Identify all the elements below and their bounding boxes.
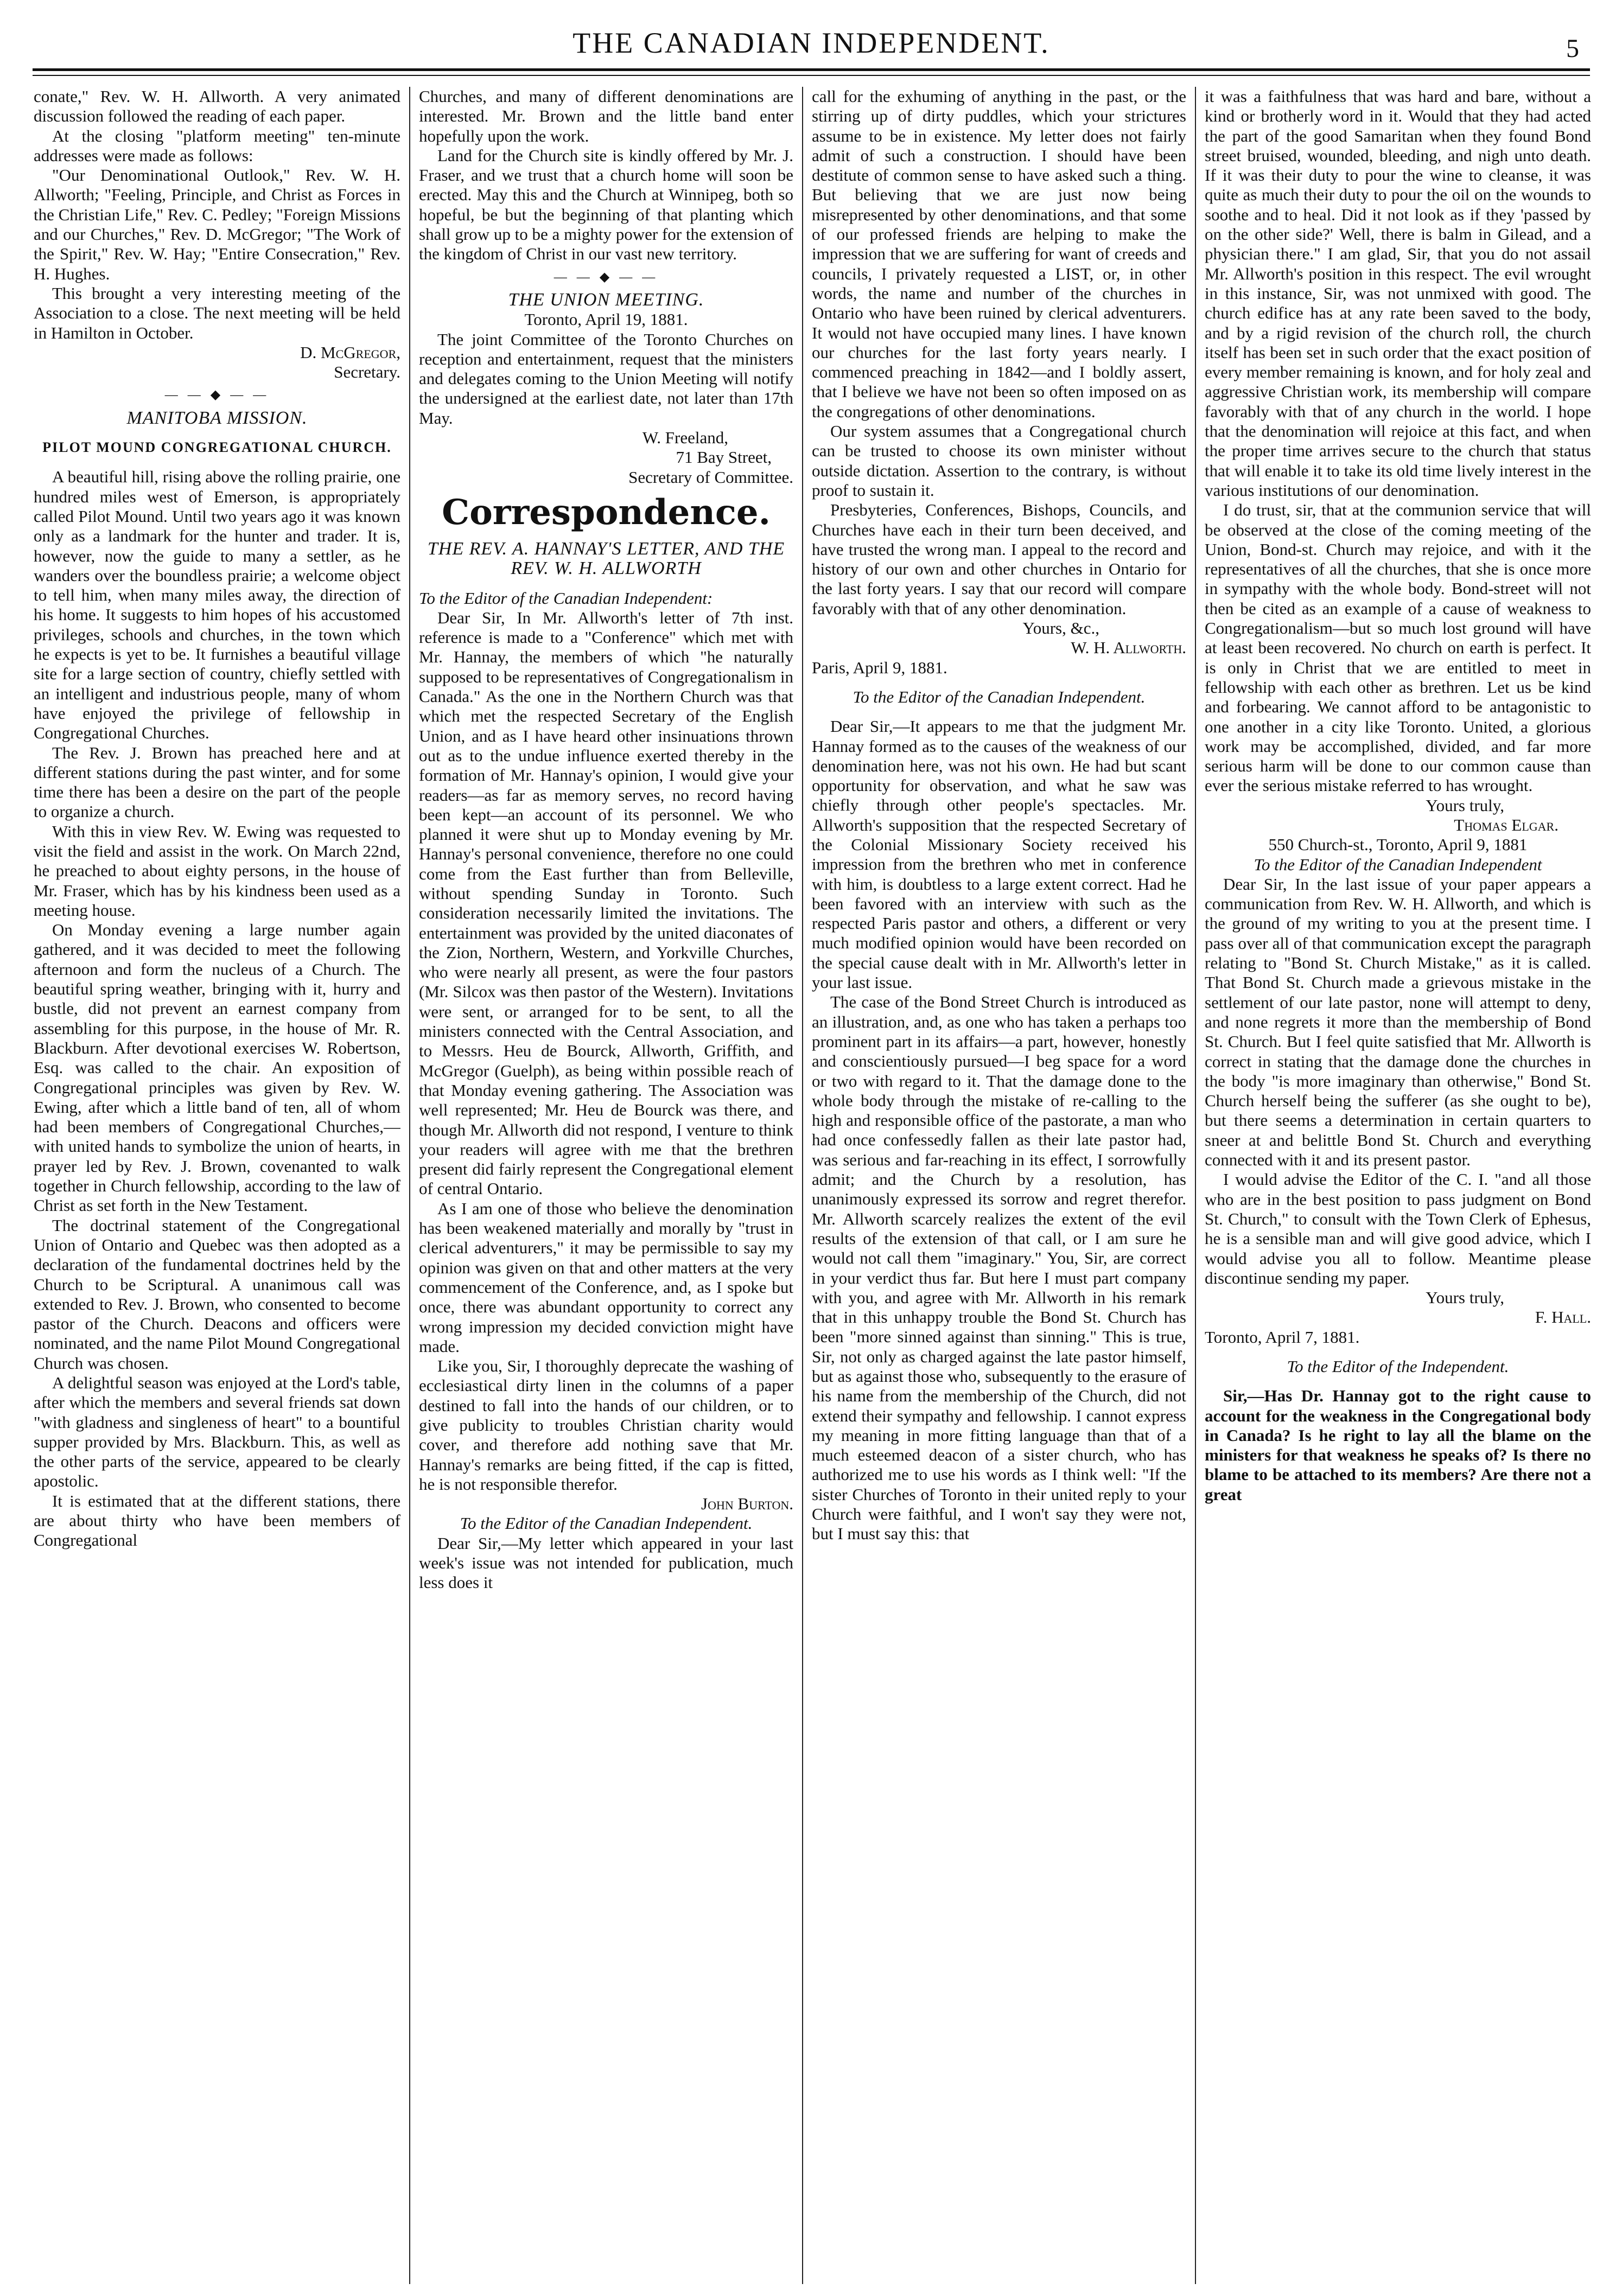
signature-name: W. H. Allworth. <box>1071 638 1186 658</box>
paragraph: With this in view Rev. W. Ewing was requested to visit the field and assist in the work. On March 22nd, he preached to about eighty persons, in the house of Mr. Fraser, which has by his kindness been used as a meeting house. <box>34 821 400 920</box>
letter-address: To the Editor of the Independent. <box>1287 1357 1509 1376</box>
signature-name: W. Freeland, <box>642 428 728 448</box>
dateline: Toronto, April 7, 1881. <box>1205 1327 1360 1347</box>
dateline: Paris, April 9, 1881. <box>812 658 947 677</box>
paragraph: A beautiful hill, rising above the rolling prairie, one hundred miles west of Emerson, is appropriately called Pilot Mound. Until two years ago it was known only as a landmark for the hunter and trader. It is, however, now the guide to many a settler, as he wanders over the boundless prairie; a welcome object to tell him, when many miles away, the direction of his home. It suggests to him hopes of his accustomed privileges, schools and churches, in the town which he expects is yet to be. It furnishes a beautiful village site for a large section of country, chiefly settled with an intelligent and industrious people, many of whom have enjoyed the privilege of fellowship in Congregational Churches. <box>34 467 400 743</box>
page-number: 5 <box>1566 34 1579 63</box>
column-divider <box>1195 87 1196 2284</box>
signature-name: John Burton. <box>701 1494 793 1514</box>
ornament-divider: — — ◆ — — <box>554 270 659 284</box>
paragraph: The joint Committee of the Toronto Churches on reception and entertainment, request that the ministers and delegates coming to the Union Meeting will notify the undersigned at the earliest date, not later than 17th May. <box>419 329 793 428</box>
letter-address: To the Editor of the Canadian Independent <box>1254 854 1542 874</box>
signature-name: D. McGregor, <box>300 342 400 362</box>
paragraph: Dear Sir,—My letter which appeared in your last week's issue was not intended for publication, much less does it <box>419 1533 793 1592</box>
letter-address: To the Editor of the Canadian Independent: <box>419 588 713 608</box>
paragraph: Our system assumes that a Congregational church can be trusted to choose its own minister without outside dictation. Assertion to the contrary, is without proof to sustain it. <box>812 422 1186 500</box>
paragraph: As I am one of those who believe the denomination has been weakened materially and morally by "trust in clerical adventurers," it may be permissible to say my opinion was given on that and other matters at the very commencement of the Conference, and, as I spoke but once, there was abundant opportunity to correct any wrong impression my decided conviction might have made. <box>419 1198 793 1356</box>
column-divider <box>409 87 410 2284</box>
subheading: PILOT MOUND CONGREGATIONAL CHURCH. <box>42 439 392 456</box>
signature-address: 71 Bay Street, <box>676 448 772 467</box>
signature-closing: Yours truly, <box>1426 795 1504 815</box>
column-3 <box>812 87 1186 2284</box>
paragraph: The Rev. J. Brown has preached here and at different stations during the past winter, and for some time there has been a desire on the part of the people to organize a church. <box>34 743 400 821</box>
paragraph: Like you, Sir, I thoroughly deprecate the washing of ecclesiastical dirty linen in the columns of a paper destined to fall into the hands of our children, or to give publicity to troubles Christian charity would cover, and therefore add nothing save that Mr. Hannay's remarks are being fitted, if the cap is fitted, he is not responsible therefor. <box>419 1356 793 1494</box>
section-heading: MANITOBA MISSION. <box>126 407 308 428</box>
paragraph: it was a faithfulness that was hard and bare, without a kind or brotherly word in it. Would that they had acted the part of the good Samaritan when they found Bond street bruised, wounded, bleeding, and nigh unto death. If it was their duty to pour the wine to cleanse, it was quite as much their duty to pour the oil on the wounds to soothe and to heal. Did it not look as if they 'passed by on the other side?' Well, there is balm in Gilead, and a physician there." I am glad, Sir, that you do not assail Mr. Allworth's position in this respect. The evil wrought in this instance, Sir, was not unmixed with good. The church edifice has at any rate been saved to the body, and by a rigid revision of the church roll, the church itself has been set in such order that the exact position of every member remaining is known, and for holy zeal and aggressive Christian work, its membership will compare favorably with that of any church in the world. I hope that the denomination will rejoice at this fact, and when the proper time arrives secure to the church that status that will enable it to take its old time lively interest in the various institutions of our denomination. <box>1205 87 1591 500</box>
header-rule-thick <box>33 68 1590 71</box>
signature-closing: Yours truly, <box>1426 1288 1504 1308</box>
paragraph: On Monday evening a large number again gathered, and it was decided to meet the following afternoon and form the nucleus of a Church. The beautiful spring weather, bringing with it, hurry and bustle, did not prevent an earnest company from assembling for this purpose, in the house of Mr. R. Blackburn. After devotional exercises W. Robertson, Esq. was called to the chair. An exposition of Congregational principles was given by Rev. W. Ewing, after which a little band of ten, all of whom had been members of Congregational Churches,—with united hands to symbolize the union of hearts, in prayer led by Rev. J. Brown, covenanted to walk together in Church fellowship, according to the law of Christ as set forth in the New Testament. <box>34 920 400 1215</box>
paragraph: conate," Rev. W. H. Allworth. A very animated discussion followed the reading of each paper. <box>34 87 400 126</box>
signature-title: Secretary of Committee. <box>628 467 793 487</box>
masthead <box>33 18 1590 78</box>
dateline: 550 Church-st., Toronto, April 9, 1881 <box>1268 835 1528 854</box>
signature-name: F. Hall. <box>1535 1308 1591 1327</box>
dateline: Toronto, April 19, 1881. <box>524 310 688 329</box>
column-2 <box>419 87 793 2284</box>
paragraph: Dear Sir,—It appears to me that the judgment Mr. Hannay formed as to the causes of the weakness of our denomination here, was not his own. He had but scant opportunity for observation, and what he saw was chiefly through other people's spectacles. Mr. Allworth's supposition that the respected Secretary of the Colonial Missionary Society received his impression from the brethren who met in conference with him, is doubtless to a large extent correct. Had he been favored with an interview with such as the respected Paris pastor and others, a different or very much modified opinion would have been recorded on the special cause dealt with in Mr. Allworth's letter in your last issue. <box>812 717 1186 992</box>
signature-title: Secretary. <box>334 362 400 382</box>
paragraph: Dear Sir, In the last issue of your paper appears a communication from Rev. W. H. Allworth, and which is the ground of my writing to you at the present time. I pass over all of that communication except the paragraph relating to "Bond St. Church Mistake," as it is called. That Bond St. Church made a grievous mistake in the settlement of our late pastor, none will attempt to deny, and none regrets it more than the membership of Bond St. Church. But I feel quite satisfied that Mr. Allworth is correct in stating that the damage done the churches in the body "is more imaginary than otherwise," Bond St. Church herself being the sufferer (as she ought to be), but there seems a determination in certain quarters to sneer at and belittle Bond St. Church and everything connected with it and its present pastor. <box>1205 874 1591 1170</box>
paragraph: A delightful season was enjoyed at the Lord's table, after which the members and several friends sat down "with gladness and singleness of heart" to a bountiful supper provided by Mrs. Blackburn. This, as well as the other parts of the service, appeared to be clearly apostolic. <box>34 1373 400 1491</box>
paragraph: Presbyteries, Conferences, Bishops, Councils, and Churches have each in their turn been deceived, and have trusted the wrong man. I appeal to the record and history of our own and other churches in Ontario for the last forty years. I say that our record will compare favorably with that of any other denomination. <box>812 500 1186 618</box>
correspondence-heading: Correspondence. <box>442 492 771 533</box>
paragraph: call for the exhuming of anything in the past, or the stirring up of dirty puddles, which your strictures assume to be in existence. My letter does not fairly admit of such a construction. I should have been destitute of common sense to have asked such a thing. But believing that we are just now being misrepresented by other denominations, and that some of our professed friends are helping to make the impression that we are suffering for want of creeds and councils, I privately requested a LIST, or, in other words, the name and number of the churches in Ontario who have been ruined by clerical adventurers. It would not have occupied many lines. I have known our churches for the last forty years nearly. I commenced preaching in 1842—and I boldly assert, that I believe we have not been so often imposed on as the congregations of other denominations. <box>812 87 1186 421</box>
letter-address: To the Editor of the Canadian Independent. <box>853 687 1146 706</box>
column-4 <box>1205 87 1591 2284</box>
paragraph: Churches, and many of different denominations are interested. Mr. Brown and the little band enter hopefully upon the work. <box>419 87 793 145</box>
column-divider <box>802 87 803 2284</box>
paragraph: I do trust, sir, that at the communion service that will be observed at the close of the coming meeting of the Union, Bond-st. Church may rejoice, and with it the representatives of all the churches, that she is once more in sympathy with the whole body. Bond-street will not then be cited as an example of a cause of weakness to Congregationalism—but so much lost ground will have at least been recovered. No church on earth is perfect. It is only in Christ that we are entitled to meet in fellowship with each other as brethren. Let us be kind and forbearing. We cannot afford to be antagonistic to one another in a city like Toronto. United, a glorious work may be accomplished, divided, and far more serious harm will be done to our common cause than ever the serious mistake referred to has wrought. <box>1205 500 1591 795</box>
paragraph: "Our Denominational Outlook," Rev. W. H. Allworth; "Feeling, Principle, and Christ as Forces in the Christian Life," Rev. C. Pedley; "Foreign Missions and our Churches," Rev. D. McGregor; "The Work of the Spirit," Rev. W. Hay; "Entire Consecration," Rev. H. Hughes. <box>34 165 400 283</box>
column-1 <box>34 87 400 2284</box>
paragraph: The doctrinal statement of the Congregational Union of Ontario and Quebec was then adopted as a declaration of the fundamental doctrines held by the Church to be Scriptural. A unanimous call was extended to Rev. J. Brown, who consented to become pastor of the Church. Deacons and officers were nominated, and the name Pilot Mound Congregational Church was chosen. <box>34 1215 400 1373</box>
paragraph: It is estimated that at the different stations, there are about thirty who have been members of Congregational <box>34 1491 400 1550</box>
section-heading: THE UNION MEETING. <box>508 289 704 310</box>
header-rule-thin <box>33 75 1590 76</box>
letter-heading: THE REV. A. HANNAY'S LETTER, AND THE REV. W. H. ALLWORTH <box>427 538 785 579</box>
ornament-divider: — — ◆ — — <box>164 388 270 403</box>
newspaper-title: THE CANADIAN INDEPENDENT. <box>573 27 1050 59</box>
paragraph: At the closing "platform meeting" ten-minute addresses were made as follows: <box>34 126 400 165</box>
paragraph: Dear Sir, In Mr. Allworth's letter of 7th inst. reference is made to a "Conference" which met with Mr. Hannay, the members of which "he naturally supposed to be representatives of Congregationalism in Canada." As the one in the Northern Church was that which met the respected Secretary of the English Union, and as I have heard other insinuations thrown out as to the undue influence exerted thereby in the formation of Mr. Hannay's opinion, I would give your readers—as far as memory serves, no record having been kept—an account of its personnel. We who planned it were shut up to Monday evening by Mr. Hannay's personal convenience, therefore no one could come from the East further than from Belleville, without spending Sunday in Toronto. Such consideration necessarily limited the invitations. The entertainment was provided by the united diaconates of the Zion, Northern, Western, and Yorkville Churches, who were nearly all present, as were the four pastors (Mr. Silcox was then pastor of the Western). Invitations were sent, or arranged for to be sent, to all the ministers connected with the Central Association, and to Messrs. Heu de Bourck, Allworth, Griffith, and McGregor (Guelph), as being within possible reach of that Monday evening gathering. The Association was well represented; Mr. Heu de Bourck was there, and though Mr. Allworth did not respond, I venture to think your readers will agree with me that the brethren present did fairly represent the Congregational element of central Ontario. <box>419 608 793 1198</box>
letter-address: To the Editor of the Canadian Independent. <box>460 1514 753 1533</box>
signature-name: Thomas Elgar. <box>1454 815 1559 834</box>
paragraph: Land for the Church site is kindly offered by Mr. J. Fraser, and we trust that a church home will soon be erected. May this and the Church at Winnipeg, both so hopeful, be but the beginning of that planting which shall grow up to be a mighty power for the extension of the kingdom of Christ in our vast new territory. <box>419 145 793 264</box>
signature-closing: Yours, &c., <box>1022 618 1099 638</box>
paragraph: This brought a very interesting meeting of the Association to a close. The next meeting will be held in Hamilton in October. <box>34 283 400 342</box>
paragraph: I would advise the Editor of the C. I. "and all those who are in the best position to pass judgment on Bond St. Church," to consult with the Town Clerk of Ephesus, he is a sensible man and will give good advice, which I would advise you all to follow. Meantime please discontinue sending my paper. <box>1205 1170 1591 1287</box>
paragraph: The case of the Bond Street Church is introduced as an illustration, and, as one who has taken a perhaps too prominent part in its affairs—a part, however, honestly and conscientiously pursued—I beg space for a word or two with regard to it. That the damage done to the whole body through the mistake of re-calling to the high and responsible office of the pastorate, a man who had once confessedly fallen as their late pastor had, was serious and far-reaching in its effect, I sorrowfully admit; and the Church by a resolution, has unanimously expressed its sorrow and regret therefor. Mr. Allworth scarcely realizes the extent of the evil results of the extension of that call, or I am sure he would not call them "imaginary." You, Sir, are correct in your verdict thus far. But here I must part company with you, and agree with Mr. Allworth in his remark that in this unhappy trouble the Bond St. Church has been "more sinned against than sinning." This is true, Sir, not only as charged against the late pastor himself, but as against those who, subsequently to the erasure of his name from the membership of the Church, did not extend their sympathy and fellowship. I cannot express my meaning in more fitting language than that of a much esteemed deacon of a sister church, who has authorized me to use his words as I think well: "If the sister Churches of Toronto in their united reply to your Church were faithful, and I won't say they were not, but I must say this: that <box>812 992 1186 1544</box>
paragraph: Sir,—Has Dr. Hannay got to the right cause to account for the weakness in the Congregational body in Canada? Is he right to lay all the blame on the ministers for that weakness he speaks of? Is there no blame to be attached to its members? Are there not a great <box>1205 1386 1591 1504</box>
